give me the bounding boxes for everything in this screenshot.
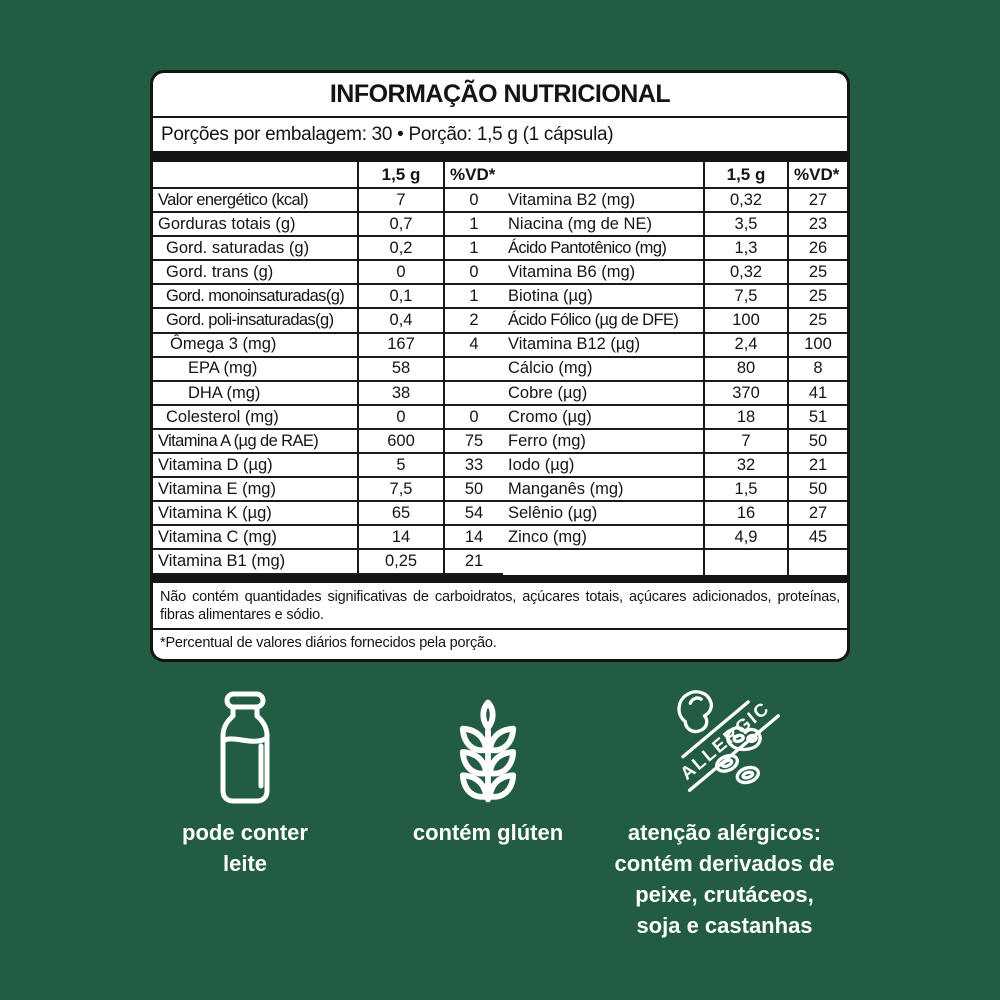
nutrition-title: INFORMAÇÃO NUTRICIONAL (153, 73, 847, 118)
nutrient-name: Ômega 3 (mg) (153, 334, 357, 358)
nutrient-name: Gord. trans (g) (153, 261, 357, 285)
nutrient-amount: 7 (357, 189, 445, 213)
nutrient-dv: 0 (445, 261, 503, 285)
nutrient-amount: 600 (357, 430, 445, 454)
nutrient-amount: 7,5 (703, 285, 789, 309)
nutrient-amount: 4,9 (703, 526, 789, 550)
nutrient-name: EPA (mg) (153, 358, 357, 382)
servings-info: Porções por embalagem: 30 • Porção: 1,5 g (1 cápsula) (161, 123, 614, 145)
nutrient-name: Vitamina B2 (mg) (503, 189, 703, 213)
nutrient-dv: 1 (445, 213, 503, 237)
nutrient-name: Vitamina A (µg de RAE) (153, 430, 357, 454)
milk-bottle-icon (213, 685, 277, 805)
nutrient-dv (445, 358, 503, 382)
nutrient-dv: 26 (789, 237, 847, 261)
nutrient-dv (445, 382, 503, 406)
nutrient-amount: 0,4 (357, 309, 445, 333)
daily-values-note: *Percentual de valores diários fornecidos pela porção. (160, 634, 497, 651)
nutrient-name: Vitamina C (mg) (153, 526, 357, 550)
nutrient-dv: 27 (789, 502, 847, 526)
nutrient-amount: 5 (357, 454, 445, 478)
nutrient-name: Ferro (mg) (503, 430, 703, 454)
nutrient-dv: 8 (789, 358, 847, 382)
nutrient-amount: 0,25 (357, 550, 445, 574)
wheat-icon (456, 685, 520, 805)
nutrient-dv: 33 (445, 454, 503, 478)
nutrient-amount: 2,4 (703, 334, 789, 358)
header-amount-left: 1,5 g (357, 162, 445, 189)
nutrient-name: Manganês (mg) (503, 478, 703, 502)
nutrient-dv: 45 (789, 526, 847, 550)
nutrient-name: Gord. poli-insaturadas(g) (153, 309, 357, 333)
allergy-crossed-icon (662, 685, 787, 805)
nutrient-amount: 80 (703, 358, 789, 382)
nutrient-amount: 370 (703, 382, 789, 406)
nutrient-name: Vitamina D (µg) (153, 454, 357, 478)
nutrient-name: Ácido Fólico (µg de DFE) (503, 309, 703, 333)
nutrient-name: Selênio (µg) (503, 502, 703, 526)
nutrient-amount: 7,5 (357, 478, 445, 502)
nutrient-dv: 100 (789, 334, 847, 358)
nutrient-amount (703, 550, 789, 574)
nutrient-amount: 1,5 (703, 478, 789, 502)
nutrient-dv: 25 (789, 261, 847, 285)
nutrient-amount: 65 (357, 502, 445, 526)
nutrient-amount: 1,3 (703, 237, 789, 261)
nutrition-card (150, 70, 850, 662)
header-blank-right (503, 162, 703, 189)
nutrient-dv: 25 (789, 309, 847, 333)
nutrient-dv: 25 (789, 285, 847, 309)
nutrient-amount: 100 (703, 309, 789, 333)
nutrient-name (503, 550, 703, 574)
nutrient-amount: 0 (357, 261, 445, 285)
allergen-text-line: leite (222, 851, 268, 876)
nutrient-dv: 41 (789, 382, 847, 406)
nutrient-name: Zinco (mg) (503, 526, 703, 550)
nutrient-name: Gorduras totais (g) (153, 213, 357, 237)
allergic-icon-text: ALLERGIC (675, 696, 774, 784)
nutrient-amount: 7 (703, 430, 789, 454)
nutrient-amount: 58 (357, 358, 445, 382)
nutrient-name: Niacina (mg de NE) (503, 213, 703, 237)
nutrient-dv: 54 (445, 502, 503, 526)
allergen-text-line: atenção alérgicos: (627, 820, 822, 845)
nutrient-amount: 0 (357, 406, 445, 430)
nutrient-dv: 21 (789, 454, 847, 478)
nutrient-name: Cromo (µg) (503, 406, 703, 430)
nutrient-dv: 4 (445, 334, 503, 358)
nutrient-amount: 167 (357, 334, 445, 358)
nutrient-amount: 0,32 (703, 261, 789, 285)
nutrient-name: Cobre (µg) (503, 382, 703, 406)
nutrient-dv: 75 (445, 430, 503, 454)
insignificant-amounts-note: Não contém quantidades significativas de carboidratos, açúcares totais, açúcares adicionados, proteínas, fibras alimentares e sódio. (153, 583, 847, 630)
header-blank-left (153, 162, 357, 189)
nutrient-dv: 23 (789, 213, 847, 237)
nutrient-dv: 51 (789, 406, 847, 430)
nutrient-amount: 38 (357, 382, 445, 406)
nutrient-name: Biotina (µg) (503, 285, 703, 309)
divider-bar-top (153, 151, 847, 162)
nutrient-dv: 21 (445, 550, 503, 574)
nutrient-dv: 2 (445, 309, 503, 333)
allergen-text-line: contém derivados de (614, 851, 835, 876)
nutrient-dv (789, 550, 847, 574)
nutrient-amount: 0,1 (357, 285, 445, 309)
nutrient-name: Cálcio (mg) (503, 358, 703, 382)
nutrient-name: Gord. monoinsaturadas(g) (153, 285, 357, 309)
allergen-label-1 (413, 817, 563, 848)
nutrient-name: Vitamina B12 (µg) (503, 334, 703, 358)
nutrient-dv: 0 (445, 406, 503, 430)
nutrient-amount: 0,32 (703, 189, 789, 213)
nutrient-name: Gord. saturadas (g) (153, 237, 357, 261)
nutrient-name: Iodo (µg) (503, 454, 703, 478)
header-dv-right: %VD* (789, 162, 847, 189)
nutrient-dv: 50 (789, 478, 847, 502)
nutrient-name: Vitamina E (mg) (153, 478, 357, 502)
header-dv-left: %VD* (445, 162, 503, 189)
nutrient-amount: 14 (357, 526, 445, 550)
nutrient-dv: 50 (789, 430, 847, 454)
allergen-text-line: soja e castanhas (636, 913, 813, 938)
nutrient-name: DHA (mg) (153, 382, 357, 406)
nutrient-amount: 0,2 (357, 237, 445, 261)
nutrient-name: Vitamina K (µg) (153, 502, 357, 526)
nutrient-dv: 27 (789, 189, 847, 213)
header-amount-right: 1,5 g (703, 162, 789, 189)
nutrient-name: Colesterol (mg) (153, 406, 357, 430)
nutrient-name: Valor energético (kcal) (153, 189, 357, 213)
allergen-gluten (373, 685, 603, 848)
nutrient-dv: 1 (445, 285, 503, 309)
nutrient-name: Vitamina B6 (mg) (503, 261, 703, 285)
nutrient-dv: 1 (445, 237, 503, 261)
nutrient-dv: 14 (445, 526, 503, 550)
allergen-warning (577, 685, 872, 941)
allergen-label-0 (182, 817, 308, 879)
divider-bar-bottom (153, 575, 847, 583)
allergen-text-line: peixe, crutáceos, (635, 882, 814, 907)
nutrient-amount: 16 (703, 502, 789, 526)
allergen-text-line: contém glúten (412, 820, 564, 845)
allergen-label-2 (614, 817, 834, 941)
nutrient-amount: 0,7 (357, 213, 445, 237)
allergen-milk (130, 685, 360, 879)
nutrition-table (153, 162, 847, 575)
nutrient-name: Ácido Pantotênico (mg) (503, 237, 703, 261)
nutrient-amount: 3,5 (703, 213, 789, 237)
nutrient-amount: 32 (703, 454, 789, 478)
nutrient-dv: 50 (445, 478, 503, 502)
nutrient-amount: 18 (703, 406, 789, 430)
nutrient-name: Vitamina B1 (mg) (153, 550, 357, 574)
allergen-text-line: pode conter (182, 820, 308, 845)
nutrient-dv: 0 (445, 189, 503, 213)
